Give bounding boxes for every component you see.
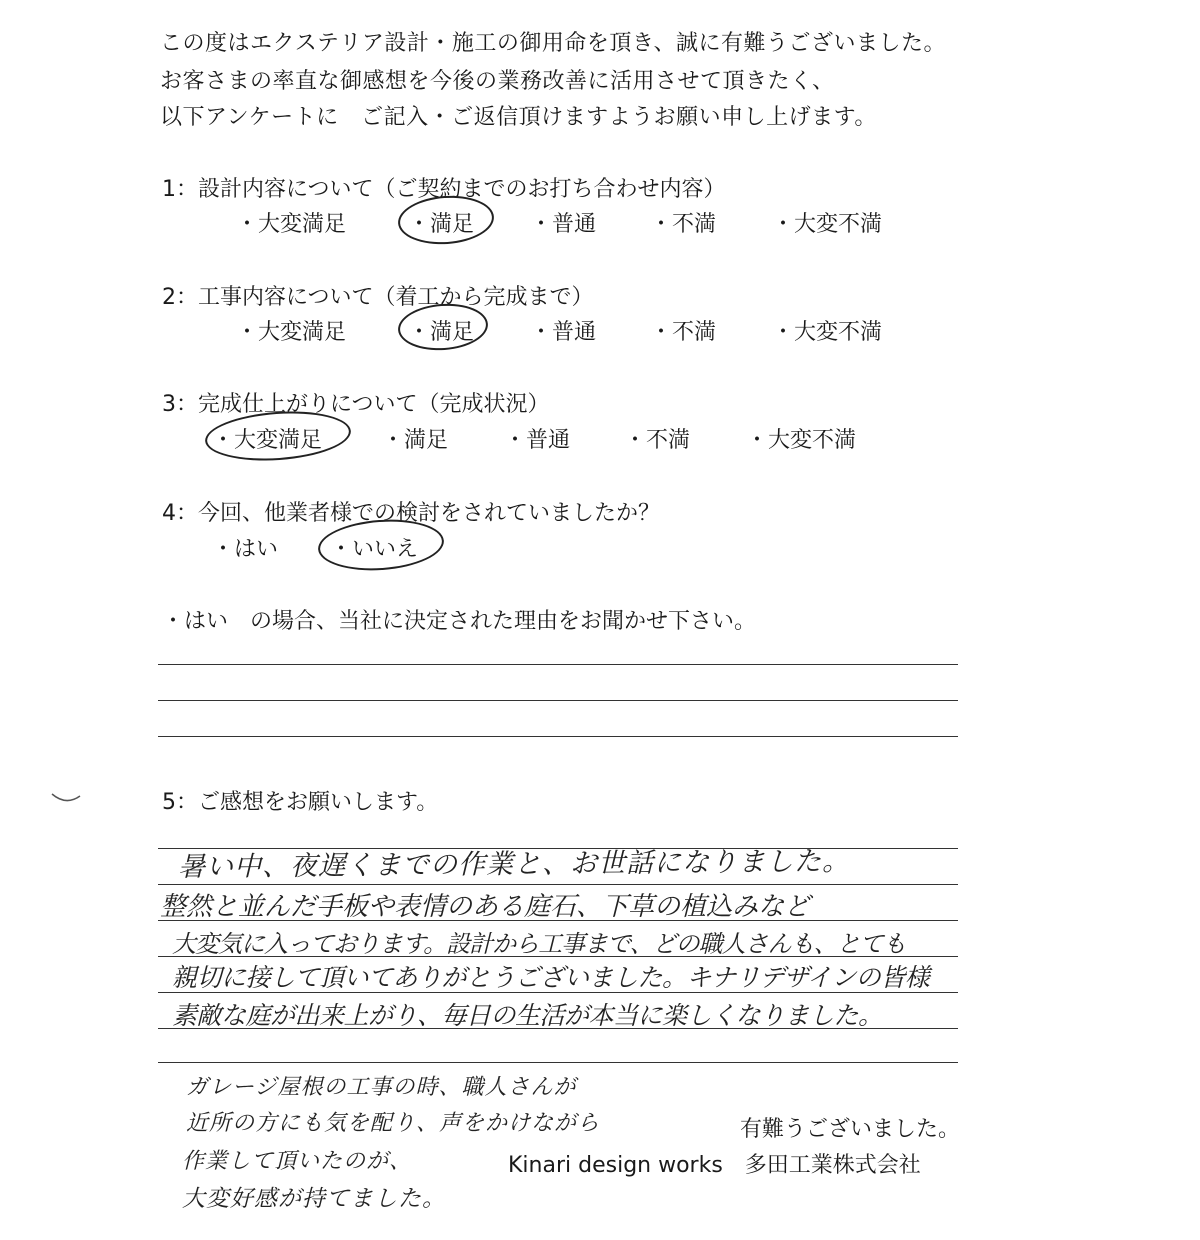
q3-option-dissatisfied[interactable]: ・不満 xyxy=(624,428,691,453)
reason-line-2 xyxy=(158,700,958,701)
handwritten-extra-line-1: ガレージ屋根の工事の時、職人さんが xyxy=(186,1075,577,1100)
reason-line-3 xyxy=(158,736,958,737)
intro-line-2: お客さまの率直な御感想を今後の業務改善に活用させて頂きたく、 xyxy=(160,69,835,94)
handwritten-comment-line-2: 整然と並んだ手板や表情のある庭石、下草の植込みなど xyxy=(160,892,811,922)
q3-option-satisfied[interactable]: ・満足 xyxy=(382,428,449,453)
handwritten-extra-line-3: 作業して頂いたのが、 xyxy=(182,1149,413,1174)
company-name: Kinari design works 多田工業株式会社 xyxy=(508,1153,921,1178)
q2-option-very-dissatisfied[interactable]: ・大変不満 xyxy=(772,320,883,345)
q5-title: 5：ご感想をお願いします。 xyxy=(162,790,439,815)
q1-option-satisfied[interactable]: ・満足 xyxy=(408,212,475,237)
margin-mark xyxy=(50,790,82,806)
handwritten-extra-line-4: 大変好感が持てました。 xyxy=(182,1186,446,1212)
q2-title: 2：工事内容について（着工から完成まで） xyxy=(162,285,594,310)
reason-line-1 xyxy=(158,664,958,665)
q3-title: 3：完成仕上がりについて（完成状況） xyxy=(162,392,550,417)
q1-option-dissatisfied[interactable]: ・不満 xyxy=(650,212,717,237)
q1-option-normal[interactable]: ・普通 xyxy=(530,212,597,237)
intro-line-3: 以下アンケートに ご記入・ご返信頂けますようお願い申し上げます。 xyxy=(160,105,877,130)
q2-option-normal[interactable]: ・普通 xyxy=(530,320,597,345)
q1-option-very-dissatisfied[interactable]: ・大変不満 xyxy=(772,212,883,237)
q1-option-very-satisfied[interactable]: ・大変満足 xyxy=(236,212,347,237)
q4-option-yes[interactable]: ・はい xyxy=(212,537,279,562)
q3-option-very-satisfied[interactable]: ・大変満足 xyxy=(212,428,323,453)
comment-line-2 xyxy=(158,884,958,885)
q1-title: 1：設計内容について（ご契約までのお打ち合わせ内容） xyxy=(162,177,726,202)
q3-option-very-dissatisfied[interactable]: ・大変不満 xyxy=(746,428,857,453)
handwritten-extra-line-2: 近所の方にも気を配り、声をかけながら xyxy=(186,1111,601,1136)
q2-option-dissatisfied[interactable]: ・不満 xyxy=(650,320,717,345)
closing-thanks: 有難うございました。 xyxy=(740,1117,961,1142)
q4-title: 4：今回、他業者様での検討をされていましたか？ xyxy=(162,501,660,526)
handwritten-comment-line-3: 大変気に入っております。設計から工事まで、どの職人さんも、とても xyxy=(172,930,906,958)
q3-option-normal[interactable]: ・普通 xyxy=(504,428,571,453)
q4-option-no[interactable]: ・いいえ xyxy=(330,537,419,562)
intro-line-1: この度はエクステリア設計・施工の御用命を頂き、誠に有難うございました。 xyxy=(160,31,946,56)
comment-line-7 xyxy=(158,1062,958,1063)
handwritten-comment-line-5: 素敵な庭が出来上がり、毎日の生活が本当に楽しくなりました。 xyxy=(172,1001,883,1030)
reason-prompt: ・はい の場合、当社に決定された理由をお聞かせ下さい。 xyxy=(162,609,757,634)
handwritten-comment-line-1: 暑い中、夜遅くまでの作業と、お世話になりました。 xyxy=(177,846,851,883)
q2-option-very-satisfied[interactable]: ・大変満足 xyxy=(236,320,347,345)
q2-option-satisfied[interactable]: ・満足 xyxy=(408,320,475,345)
handwritten-comment-line-4: 親切に接して頂いてありがとうございました。キナリデザインの皆様 xyxy=(172,963,930,992)
